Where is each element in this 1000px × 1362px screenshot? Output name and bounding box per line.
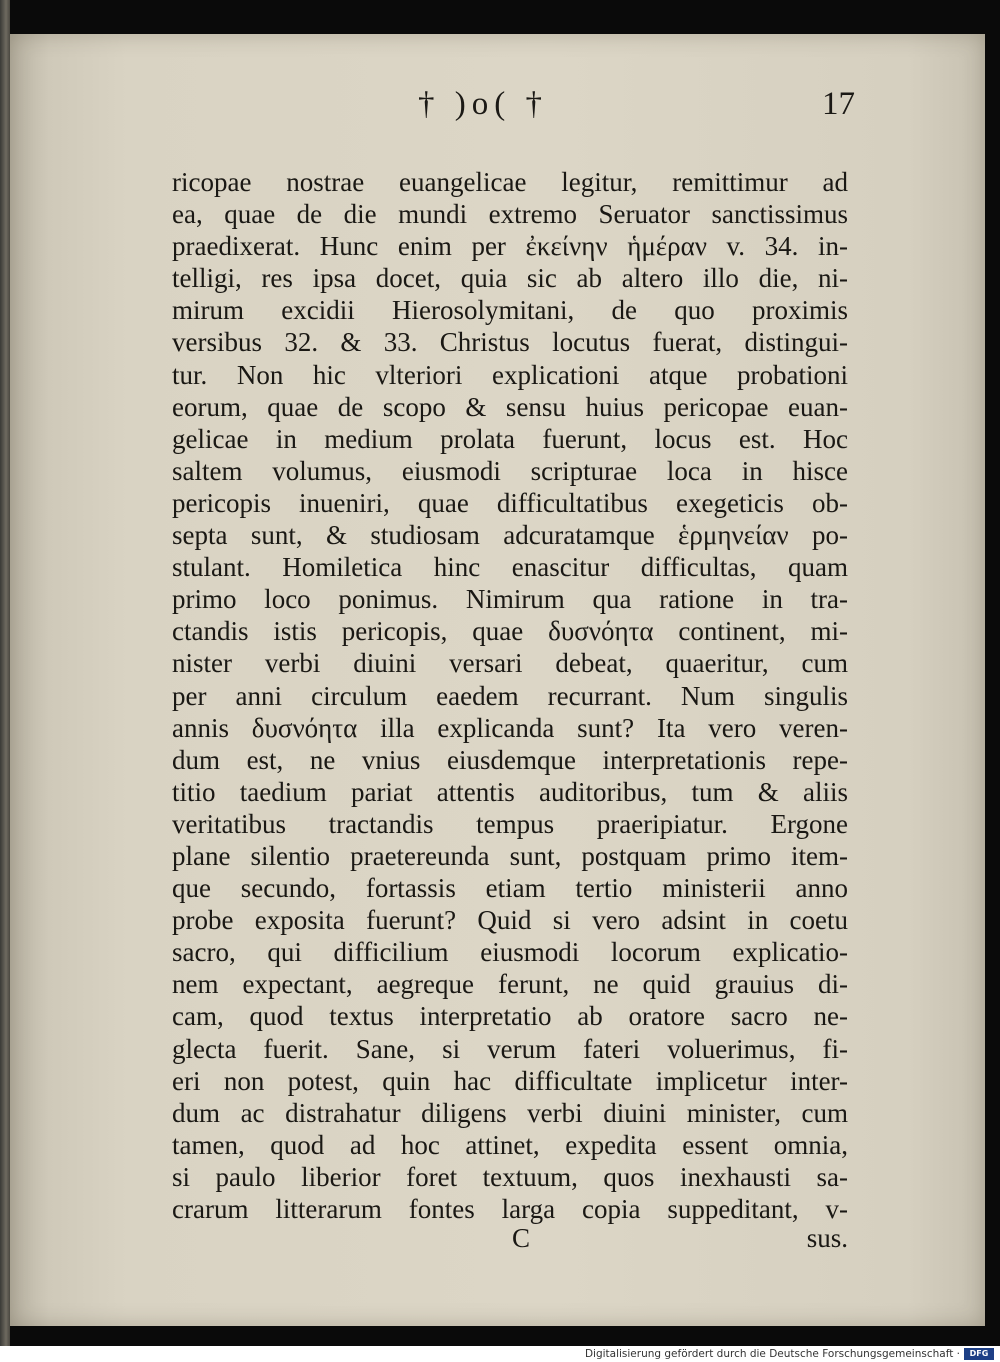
text-line: dum ac distrahatur diligens verbi diuini minister, cum [172, 1097, 848, 1128]
book-edge [0, 0, 10, 1346]
text-line: versibus 32. & 33. Christus locutus fuerat, distingui- [172, 327, 848, 358]
footer-credit: Digitalisierung gefördert durch die Deutsche Forschungsgemeinschaft · [584, 1348, 960, 1360]
text-line: tamen, quod ad hoc attinet, expedita essent omnia, [172, 1129, 848, 1160]
text-line: primo loco ponimus. Nimirum qua ratione in tra- [172, 584, 848, 615]
catchword-line [172, 1222, 848, 1254]
running-head: † )o( † [418, 86, 548, 122]
text-line: titio taedium pariat attentis auditoribus, tum & aliis [172, 776, 848, 807]
text-line: nem expectant, aegreque ferunt, ne quid grauius di- [172, 969, 848, 1000]
text-line: que secundo, fortassis etiam tertio ministerii anno [172, 873, 848, 904]
text-line: probe exposita fuerunt? Quid si vero adsint in coetu [172, 905, 848, 936]
text-line: cam, quod textus interpretatio ab oratore sacro ne- [172, 1001, 848, 1032]
dfg-logo: DFG [964, 1348, 994, 1360]
text-line: telligi, res ipsa docet, quia sic ab altero illo die, ni- [172, 263, 848, 294]
signature-mark: C [512, 1223, 531, 1253]
text-line: dum est, ne vnius eiusdemque interpretationis repe- [172, 744, 848, 775]
text-line: plane silentio praetereunda sunt, postquam primo item- [172, 840, 848, 871]
page-number: 17 [822, 86, 855, 122]
text-line: ricopae nostrae euangelicae legitur, remittimur ad [172, 167, 848, 197]
text-line: crarum litterarum fontes larga copia suppeditant, v- [172, 1194, 848, 1224]
text-line: annis δυσνόητα illa explicanda sunt? Ita vero veren- [172, 712, 848, 743]
text-line: stulant. Homiletica hinc enascitur difficultas, quam [172, 552, 848, 583]
text-line: gelicae in medium prolata fuerunt, locus est. Hoc [172, 423, 848, 454]
text-line: glecta fuerit. Sane, si verum fateri voluerimus, fi- [172, 1033, 848, 1064]
text-line: praedixerat. Hunc enim per ἐκείνην ἡμέραν v. 34. in- [172, 231, 848, 262]
text-line: tur. Non hic vlteriori explicationi atque probationi [172, 359, 848, 390]
text-line: mirum excidii Hierosolymitani, de quo proximis [172, 295, 848, 326]
text-line: ea, quae de die mundi extremo Seruator sanctissimus [172, 199, 848, 230]
text-line: nister verbi diuini versari debeat, quaeritur, cum [172, 648, 848, 679]
text-line: si paulo liberior foret textuum, quos inexhausti sa- [172, 1161, 848, 1192]
catchword: sus. [806, 1223, 848, 1253]
text-line: per anni circulum eaedem recurrant. Num singulis [172, 680, 848, 711]
text-line: veritatibus tractandis tempus praeripiatur. Ergone [172, 808, 848, 839]
text-line: sacro, qui difficilium eiusmodi locorum explicatio- [172, 937, 848, 968]
footer-bar [0, 1346, 1000, 1362]
text-line: septa sunt, & studiosam adcuratamque ἑρμηνείαν po- [172, 520, 848, 551]
text-line: pericopis inueniri, quae difficultatibus exegeticis ob- [172, 487, 848, 518]
text-line: eorum, quae de scopo & sensu huius pericopae euan- [172, 391, 848, 422]
body-text [172, 166, 848, 1225]
text-line: saltem volumus, eiusmodi scripturae loca in hisce [172, 455, 848, 486]
text-line: eri non potest, quin hac difficultate implicetur inter- [172, 1065, 848, 1096]
text-line: ctandis istis pericopis, quae δυσνόητα continent, mi- [172, 616, 848, 647]
